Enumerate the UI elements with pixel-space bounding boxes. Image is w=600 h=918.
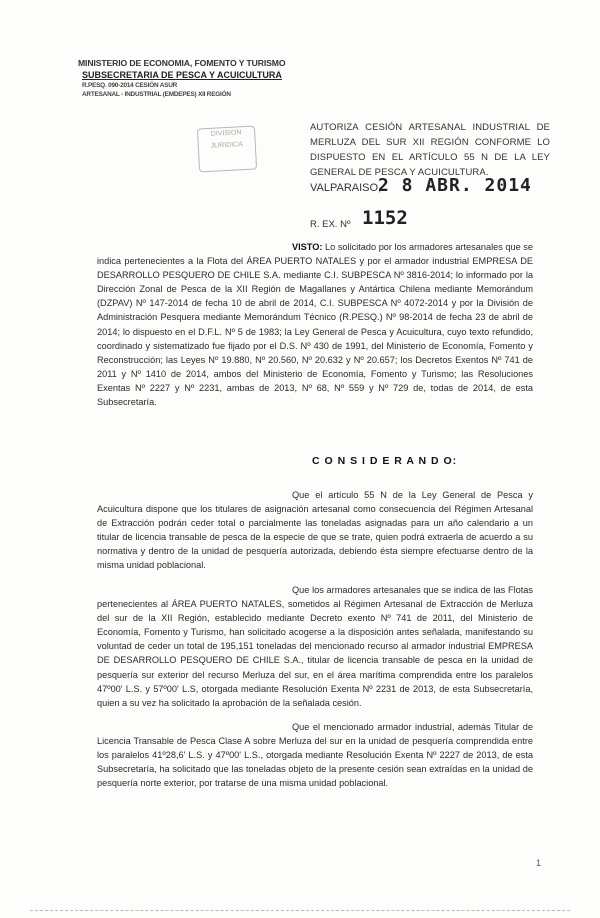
considerando-paragraph-1 — [97, 488, 533, 573]
subsecretaria-name: SUBSECRETARIA DE PESCA Y ACUICULTURA — [82, 70, 282, 80]
paragraph-text: Que los armadores artesanales que se indica de las Flotas pertenecientes al ÁREA PUERTO NATALES, sometidos al Régimen Artesanal de Extracción de Merluza del sur de la XII Región, establecido mediante Decreto exento Nº 741 de 2011, del Ministerio de Economía, Fomento y Turismo, han solicitado acogerse a la disposición antes señalada, manifestando su voluntad de ceder un total de 195,151 toneladas del mencionado recurso al armador industrial EMPRESA DE DESARROLLO PESQUERO DE CHILE S.A., titular de licencia transable de pesca en la unidad de pesquería sur exterior del recurso Merluza del sur, en el área marítima comprendida entre los paralelos 47º00' L.S. y 57º00' L.S, otorgada mediante Resolución Exenta Nº 2231 de 2013, de esta Subsecretaría, quien a su vez ha solicitado la aprobación de la señalada cesión. — [97, 585, 533, 708]
stamp-line-1: DIVISION — [210, 129, 242, 138]
considerando-paragraph-2 — [97, 583, 533, 710]
visto-text: Lo solicitado por los armadores artesanales que se indica pertenecientes a la Flota del ÁREA PUERTO NATALES y por el armador industrial EMPRESA DE DESARROLLO PESQUERO DE CHILE S.A. mediante C.I. SUBPESCA Nº 3816-2014; lo informado por la Dirección Zonal de Pesca de la XII Región de Magallanes y Antártica Chilena mediante Memorándum (DZPAV) Nº 147-2014 de fecha 10 de abril de 2014, C.I. SUBPESCA Nº 4072-2014 y por la División de Administración Pesquera mediante Memorándum Técnico (R.PESQ.) Nº 98-2014 de fecha 23 de abril de 2014; lo dispuesto en el D.F.L. Nº 5 de 1983; la Ley General de Pesca y Acuicultura, cuyo texto refundido, coordinado y sistematizado fue fijado por el D.S. Nº 430 de 1991, del Ministerio de Economía, Fomento y Reconstrucción; las Leyes Nº 19.880, Nº 20.560, Nº 20.632 y Nº 20.657; los Decretos Exentos Nº 741 de 2011 y Nº 1410 de 2014, ambos del Ministerio de Economía, Fomento y Turismo; las Resoluciones Exentas Nº 2227 y Nº 2231, ambas de 2013, Nº 68, Nº 559 y Nº 729 de, todas de 2014, de esta Subsecretaría. — [97, 242, 534, 408]
paragraph-text: Que el artículo 55 N de la Ley General de Pesca y Acuicultura dispone que los titulares de asignación artesanal como consecuencia del Régimen Artesanal de Extracción podrán ceder total o parcialmente las toneladas asignadas para un año calendario a un titular de licencia transable de pesca de la especie de que se trate, quien podrá extraerla de acuerdo a su normativa y dentro de la unidad de pesquería autorizada, debiendo ésta siempre efectuarse dentro de la misma unidad poblacional. — [97, 490, 533, 571]
ministry-name: MINISTERIO DE ECONOMIA, FOMENTO Y TURISMO — [78, 58, 286, 68]
rex-label: R. EX. Nº — [310, 219, 351, 230]
rex-number: 1152 — [362, 207, 408, 229]
letterhead — [78, 58, 308, 99]
visto-label: VISTO: — [292, 242, 323, 252]
resolution-date: 2 8 ABR. 2014 — [378, 175, 532, 196]
place-label: VALPARAISO, — [310, 182, 382, 194]
paragraph-text: Que el mencionado armador industrial, además Titular de Licencia Transable de Pesca Clase A sobre Merluza del sur en la unidad de pesquería comprendida entre los paralelos 41º28,6' L.S. y 47º00' L.S., otorgada mediante Resolución Exenta Nº 2227 de 2013, de esta Subsecretaría, ha solicitado que las toneladas objeto de la presente cesión sean extraídas en la unidad de pesquería norte exterior, por tratarse de una misma unidad poblacional. — [97, 722, 533, 789]
reference-line-1: R.PESQ. 090-2014 CESIÓN ASUR — [82, 82, 178, 89]
resolution-summary: AUTORIZA CESIÓN ARTESANAL INDUSTRIAL DE MERLUZA DEL SUR XII REGIÓN CONFORME LO DISPUESTO EN EL ARTÍCULO 55 N DE LA LEY GENERAL DE PESCA Y ACUICULTURA. — [310, 122, 550, 178]
stamp-line-2: JURIDICA — [210, 141, 244, 150]
official-stamp — [197, 126, 257, 173]
considerando-paragraph-3 — [97, 720, 533, 790]
reference-line-2: ARTESANAL - INDUSTRIAL (EMDEPES) XII REGIÓN — [82, 91, 231, 98]
page-number: 1 — [536, 858, 542, 868]
visto-paragraph — [97, 240, 533, 409]
footer-divider — [30, 910, 570, 911]
considerando-heading: C O N S I D E R A N D O: — [312, 455, 458, 467]
